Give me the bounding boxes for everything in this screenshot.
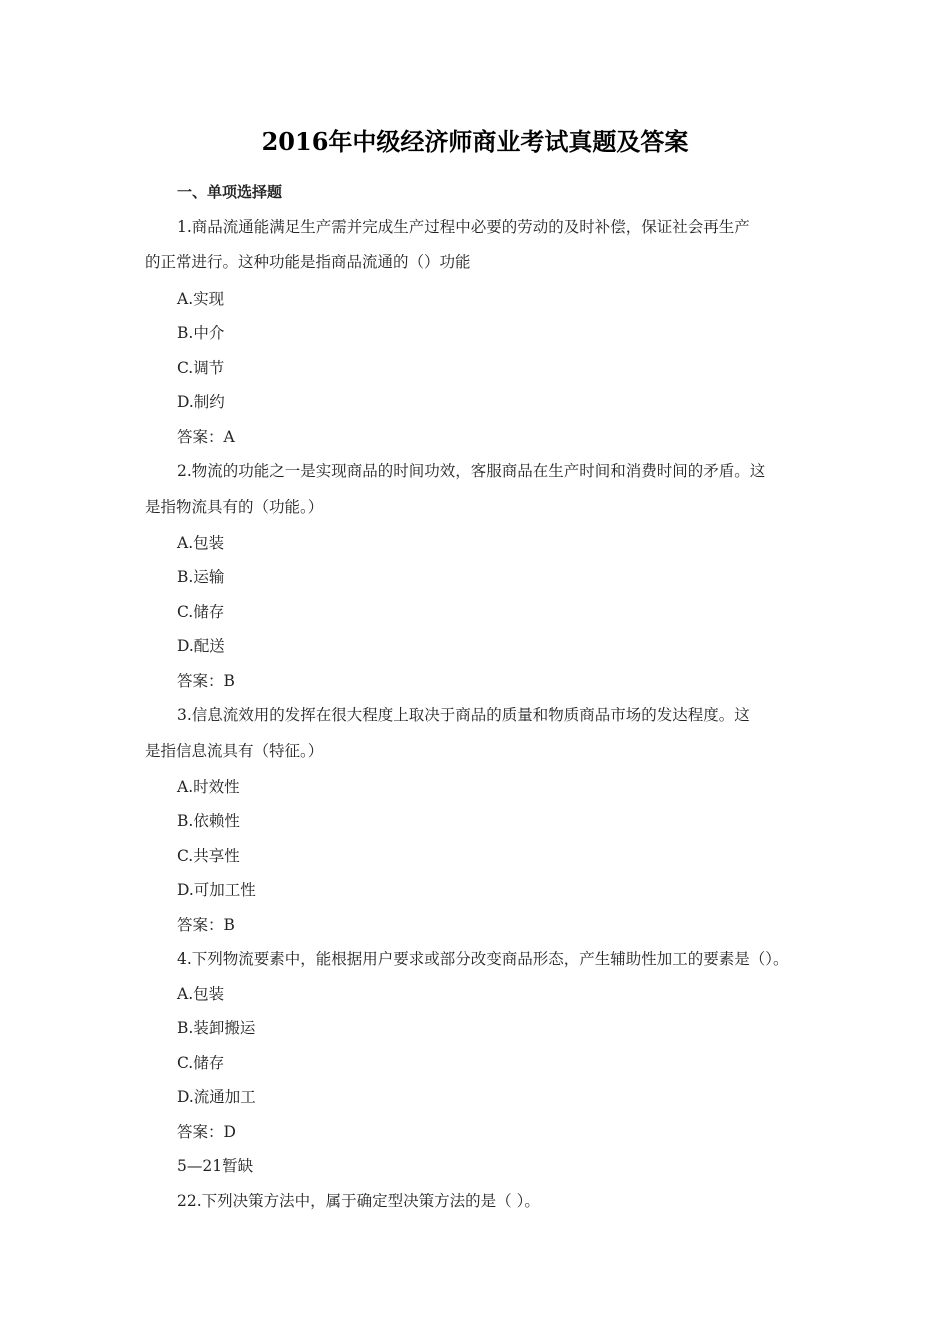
question-4-stem: 4.下列物流要素中，能根据用户要求或部分改变商品形态，产生辅助性加工的要素是（）。 (177, 950, 789, 968)
question-1-stem-line2: 的正常进行。这种功能是指商品流通的（）功能 (145, 253, 471, 271)
question-3-option-d: D.可加工性 (177, 881, 256, 899)
question-3-answer: 答案：B (177, 916, 235, 934)
question-2-option-d: D.配送 (177, 637, 225, 655)
question-4-option-d: D.流通加工 (177, 1088, 256, 1106)
question-3-option-c: C.共享性 (177, 847, 240, 865)
question-1-option-a: A.实现 (177, 290, 225, 308)
question-4-option-a: A.包装 (177, 985, 225, 1003)
question-1-answer: 答案：A (177, 428, 235, 446)
question-4-option-c: C.储存 (177, 1054, 225, 1072)
question-2-option-a: A.包装 (177, 534, 225, 552)
question-3-stem-line1: 3.信息流效用的发挥在很大程度上取决于商品的质量和物质商品市场的发达程度。这 (177, 706, 750, 724)
question-4-answer: 答案：D (177, 1123, 236, 1141)
page-title: 2016年中级经济师商业考试真题及答案 (261, 127, 689, 156)
missing-questions-note: 5—21暂缺 (177, 1157, 254, 1175)
question-1-option-b: B.中介 (177, 324, 225, 342)
question-22-stem: 22.下列决策方法中，属于确定型决策方法的是（ ）。 (177, 1192, 540, 1210)
question-2-stem-line1: 2.物流的功能之一是实现商品的时间功效，客服商品在生产时间和消费时间的矛盾。这 (177, 462, 766, 480)
question-4-option-b: B.装卸搬运 (177, 1019, 256, 1037)
question-3-stem-line2: 是指信息流具有（特征。） (145, 742, 324, 760)
question-1-stem-line1: 1.商品流通能满足生产需并完成生产过程中必要的劳动的及时补偿，保证社会再生产 (177, 218, 750, 236)
question-2-stem-line2: 是指物流具有的（功能。） (145, 498, 324, 516)
question-1-option-d: D.制约 (177, 393, 225, 411)
question-3-option-b: B.依赖性 (177, 812, 240, 830)
question-3-option-a: A.时效性 (177, 778, 240, 796)
question-1-option-c: C.调节 (177, 359, 225, 377)
question-2-option-c: C.储存 (177, 603, 225, 621)
section-heading: 一、单项选择题 (177, 183, 283, 201)
question-2-option-b: B.运输 (177, 568, 225, 586)
question-2-answer: 答案：B (177, 672, 235, 690)
